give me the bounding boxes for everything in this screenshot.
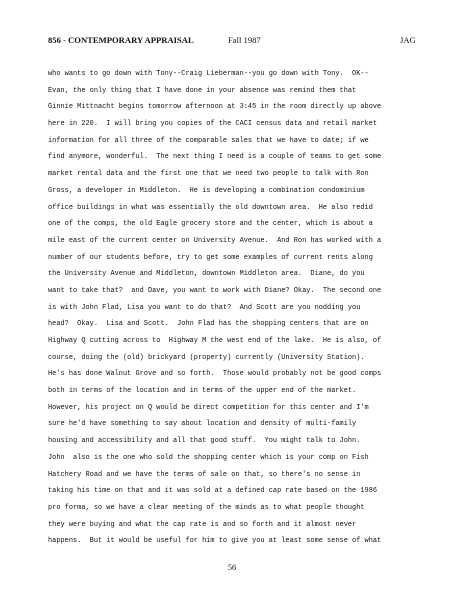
text-line: number of our students before, try to get some examples of current rents along <box>48 253 373 262</box>
running-header <box>48 33 428 47</box>
text-line: Gross, a developer in Middleton. He is developing a combination condominium <box>48 186 365 195</box>
text-line: Evan, the only thing that I have done in your absence was remind them that <box>48 86 357 95</box>
text-line: John also is the one who sold the shopping center which is your comp on Fish <box>48 453 369 462</box>
text-line: they were buying and what the cap rate is and so forth and it almost never <box>48 520 357 529</box>
text-line: mile east of the current center on University Avenue. And Ron has worked with a <box>48 236 382 245</box>
header-abbreviation: JAG <box>400 35 416 45</box>
text-line: find anymore, wonderful. The next thing I need is a couple of teams to get some <box>48 153 382 162</box>
text-line: who wants to go down with Tony--Craig Lieberman--you go down with Tony. OK-- <box>48 70 369 78</box>
text-line: However, his project on Q would be direct competition for this center and I'm <box>48 403 369 412</box>
text-line: here in 220. I will bring you copies of the CACI census data and retail market <box>48 120 378 129</box>
text-line: Ginnie Mittnacht begins tomorrow afternoon at 3:45 in the room directly up above <box>48 103 382 112</box>
text-line: market rental data and the first one that we need two people to talk with Ron <box>48 170 369 179</box>
text-line: pro forma, so we have a clear meeting of the minds as to what people thought <box>48 503 365 512</box>
text-line: happens. But it would be useful for him to give you at least some sense of what <box>48 537 382 546</box>
text-line: want to take that? and Dave, you want to work with Diane? Okay. The second one <box>48 286 382 295</box>
text-line: one of the comps, the old Eagle grocery store and the center, which is about a <box>48 220 373 229</box>
text-line: head? Okay. Lisa and Scott. John Flad has the shopping centers that are on <box>48 320 369 329</box>
text-line: Highway Q cutting across to Highway M the west end of the lake. He is also, of <box>48 337 382 345</box>
text-line: taking his time on that and it was sold at a defined cap rate based on the 1986 <box>48 487 378 496</box>
text-line: the University Avenue and Middleton, downtown Middleton area. Diane, do you <box>48 270 365 279</box>
text-line: office buildings in what was essentially the old downtown area. He also redid <box>48 203 373 212</box>
journal-title: 856 - CONTEMPORARY APPRAISAL <box>48 35 194 45</box>
text-line: sure he'd have something to say about location and density of multi-family <box>48 420 357 429</box>
page-footer <box>0 562 464 574</box>
page-number: 56 <box>227 563 237 572</box>
text-line: course, doing the (old) brickyard (property) currently (University Station). <box>48 353 365 362</box>
text-line: is with John Flad, Lisa you want to do that? And Scott are you nodding you <box>48 303 361 312</box>
text-line: housing and accessibility and all that good stuff. You might talk to John. <box>48 437 361 446</box>
text-line: both in terms of the location and in terms of the upper end of the market. <box>48 387 357 396</box>
text-line: He's has done Walnut Grove and so forth. Those would probably not be good comps <box>48 370 382 379</box>
transcript-body <box>48 66 428 550</box>
text-line: Hatchery Road and we have the terms of sale on that, so there's no sense in <box>48 470 361 479</box>
issue-date: Fall 1987 <box>228 35 261 45</box>
text-line: information for all three of the comparable sales that we have to date; if we <box>48 136 369 145</box>
